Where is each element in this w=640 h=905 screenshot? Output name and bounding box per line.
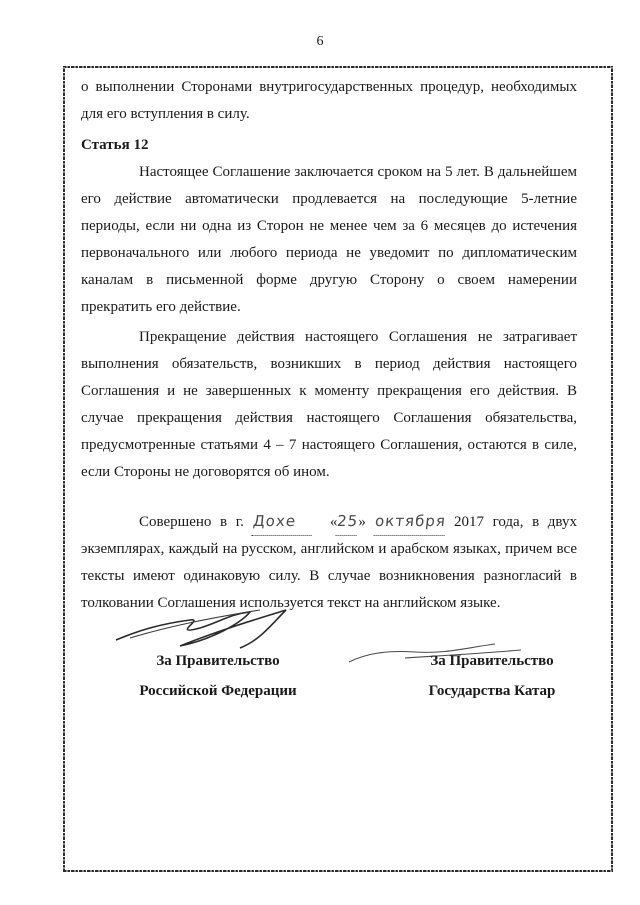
open-quote: «	[329, 514, 338, 530]
document-body	[81, 74, 577, 617]
border-top	[63, 66, 613, 68]
signature-block-qatar	[402, 646, 582, 706]
article-paragraph-1: Настоящее Соглашение заключается сроком на 5 лет. В дальнейшем его действие автоматически продлевается на последующие 5-летние периоды, если ни одна из Сторон не менее чем за 6 месяцев до истечения первоначального или любого периода не уведомит по дипломатическим каналам в письменной форме другую Сторону о своем намерении прекратить его действие.	[81, 164, 577, 315]
done-at-rest: экземплярах, каждый на русском, английском и арабском языках, причем все тексты имеют одинаковую силу. В случае возникновения разногласий в толковании Соглашения используется текст на английском языке.	[81, 541, 577, 611]
handwritten-city: Дохе	[251, 508, 314, 536]
signature-left-line1: За Правительство	[156, 653, 280, 669]
close-quote: »	[358, 514, 366, 530]
signature-block-russia	[118, 646, 318, 706]
handwritten-month: октября	[373, 508, 447, 536]
border-bottom	[63, 870, 613, 872]
paragraph-continuation: о выполнении Сторонами внутригосударственных процедур, необходимых для его вступления в силу.	[81, 79, 577, 122]
done-at-prefix: Совершено в г.	[139, 514, 244, 530]
signature-right-line1: За Правительство	[430, 653, 554, 669]
page-number: 6	[316, 34, 324, 49]
signature-left-line2: Российской Федерации	[139, 683, 297, 699]
done-at-year: 2017 года, в двух	[453, 514, 577, 530]
border-right	[611, 66, 613, 872]
article-title: Статья 12	[81, 137, 149, 153]
signature-right-line2: Государства Катар	[428, 683, 556, 699]
border-left	[63, 66, 65, 872]
handwritten-day: 25	[336, 508, 360, 536]
article-paragraph-2: Прекращение действия настоящего Соглашения не затрагивает выполнения обязательств, возникших в период действия настоящего Соглашения и не завершенных к моменту прекращения его действия. В случае прекращения действия настоящего Соглашения обязательства, предусмотренные статьями 4 – 7 настоящего Соглашения, остаются в силе, если Стороны не договорятся об ином.	[81, 329, 577, 480]
